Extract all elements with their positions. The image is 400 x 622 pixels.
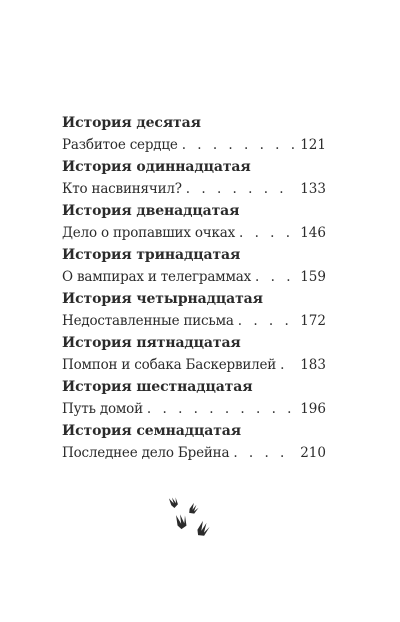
chapter-heading: История четырнадцатая: [62, 291, 263, 307]
chapter-title: Последнее дело Брейна: [62, 445, 230, 461]
dot-leader: [238, 313, 296, 329]
chapter-title: Дело о пропавших очках: [62, 225, 235, 241]
chapter-title: Разбитое сердце: [62, 137, 178, 153]
dot-leader: [147, 401, 296, 417]
chapter-line: [62, 269, 326, 285]
toc-entry: [62, 287, 326, 331]
chapter-heading: История двенадцатая: [62, 203, 240, 219]
toc-entry: [62, 331, 326, 375]
chapter-heading: История десятая: [62, 115, 201, 131]
page-number: 196: [300, 401, 326, 417]
chapter-title: Помпон и собака Баскервилей: [62, 357, 277, 373]
dot-leader: [255, 269, 296, 285]
dot-leader: [233, 445, 296, 461]
page-number: 183: [300, 357, 326, 373]
chapter-line: [62, 313, 326, 329]
chapter-line: [62, 357, 326, 373]
toc-entry: [62, 375, 326, 419]
dot-leader: [280, 357, 296, 373]
chapter-line: [62, 137, 326, 153]
dot-leader: [186, 181, 296, 197]
page-number: 159: [300, 269, 326, 285]
page-number: 210: [300, 445, 326, 461]
dot-leader: [182, 137, 297, 153]
chapter-heading: История семнадцатая: [62, 423, 241, 439]
chapter-line: [62, 225, 326, 241]
chapter-line: [62, 445, 326, 461]
chapter-title: Недоставленные письма: [62, 313, 234, 329]
page-number: 172: [300, 313, 326, 329]
toc-entry: [62, 199, 326, 243]
chapter-heading: История одиннадцатая: [62, 159, 251, 175]
chapter-title: О вампирах и телеграммах: [62, 269, 252, 285]
chapter-heading: История шестнадцатая: [62, 379, 253, 395]
page-number: 133: [300, 181, 326, 197]
paw-prints-icon: [163, 496, 223, 548]
toc-entry: [62, 111, 326, 155]
chapter-title: Кто насвинячил?: [62, 181, 182, 197]
toc-entry: [62, 243, 326, 287]
table-of-contents: [62, 111, 326, 463]
chapter-line: [62, 181, 326, 197]
dot-leader: [239, 225, 296, 241]
chapter-title: Путь домой: [62, 401, 143, 417]
page-number: 146: [300, 225, 326, 241]
page-number: 121: [300, 137, 326, 153]
chapter-line: [62, 401, 326, 417]
toc-entry: [62, 419, 326, 463]
chapter-heading: История тринадцатая: [62, 247, 241, 263]
chapter-heading: История пятнадцатая: [62, 335, 241, 351]
toc-entry: [62, 155, 326, 199]
